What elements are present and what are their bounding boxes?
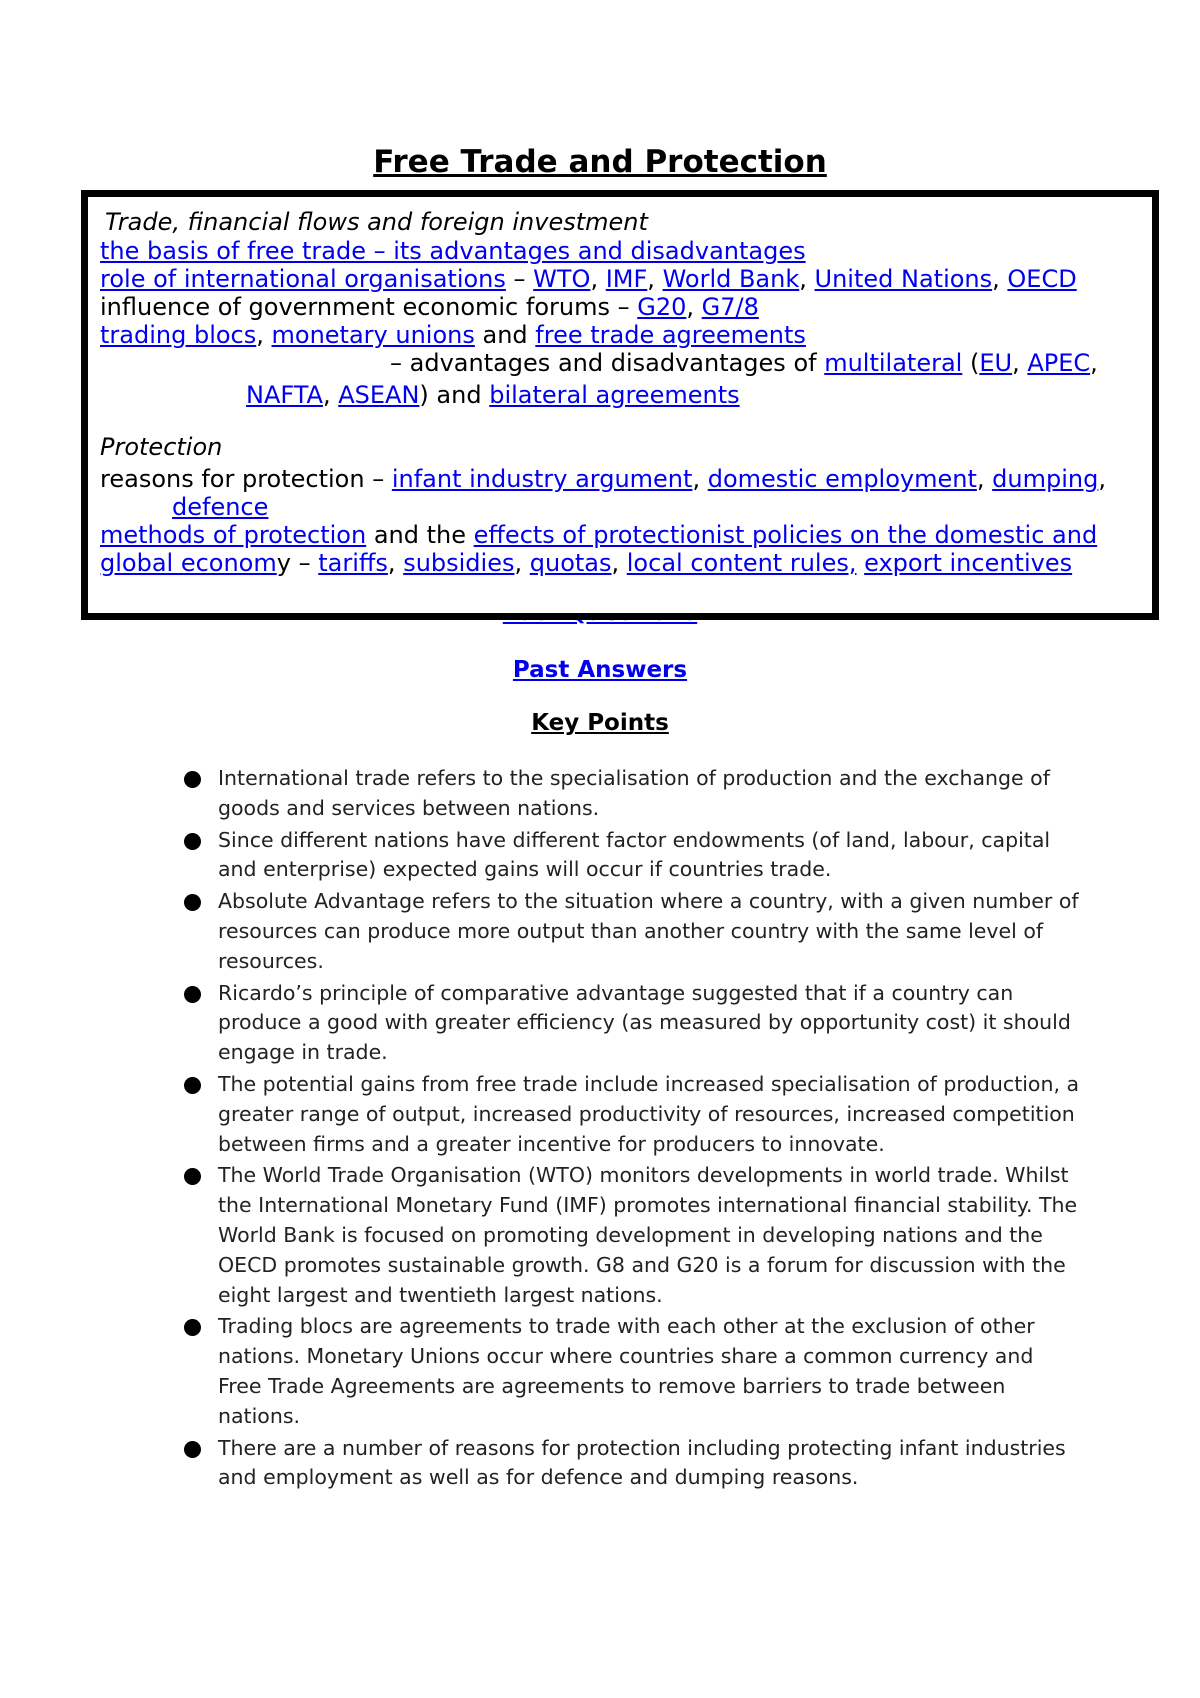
sep-text: ,: [590, 265, 606, 293]
world-bank-link[interactable]: World Bank: [662, 265, 800, 293]
g78-link[interactable]: G7/8: [701, 293, 759, 321]
key-point-text: Ricardo’s principle of comparative advantage suggested that if a country can produce a good with greater efficiency (as measured by opportunity cost) it should engage in trade.: [218, 980, 1071, 1065]
trading-blocs-link[interactable]: trading blocs: [100, 321, 257, 349]
sep-text: ,: [976, 465, 993, 493]
key-points-heading: Key Points: [531, 710, 669, 736]
key-point-text: There are a number of reasons for protection including protecting infant industries and employment as well as for defence and dumping reasons.: [218, 1435, 1066, 1490]
wto-link[interactable]: WTO: [533, 265, 591, 293]
reasons-line: [100, 465, 1106, 493]
sep-text: ,: [256, 321, 272, 349]
infant-industry-link[interactable]: infant industry argument: [391, 465, 693, 493]
multilateral-link[interactable]: multilateral: [824, 349, 963, 377]
comma-text: ,: [1098, 465, 1106, 493]
tools-line: [100, 549, 1072, 577]
y-dash-text: y –: [276, 549, 319, 577]
bilateral-line: [246, 381, 740, 409]
bullet-icon: [184, 1077, 201, 1094]
methods-link[interactable]: methods of protection: [100, 521, 367, 549]
oecd-link[interactable]: OECD: [1007, 265, 1077, 293]
key-point-text: International trade refers to the specialisation of production and the exchange of goods and services between nations.: [218, 766, 1050, 820]
apec-link[interactable]: APEC: [1027, 349, 1091, 377]
list-item: [180, 1070, 1080, 1159]
key-point-text: Since different nations have different factor endowments (of land, labour, capital and enterprise) expected gains will occur if countries trade.: [218, 827, 1051, 882]
past-answers-link[interactable]: Past Answers: [512, 657, 688, 683]
bullet-icon: [184, 1168, 201, 1185]
basis-free-trade-link[interactable]: the basis of free trade – its advantages and disadvantages: [100, 237, 806, 265]
list-item: [180, 1434, 1080, 1494]
forums-line: [100, 293, 759, 321]
blocs-line: [100, 321, 806, 349]
adv-disadv-text: – advantages and disadvantages of: [390, 349, 825, 377]
past-answers-row: [0, 657, 1200, 683]
methods-line: [100, 521, 1097, 549]
imf-link[interactable]: IMF: [605, 265, 648, 293]
sep-text: ,: [692, 465, 708, 493]
trade-heading: Trade, financial flows and foreign investment: [105, 208, 648, 236]
sep-text: ,: [322, 381, 339, 409]
open-paren-text: (: [962, 349, 980, 377]
bullet-icon: [184, 986, 201, 1003]
list-item: [180, 1161, 1080, 1310]
bullet-icon: [184, 1441, 201, 1458]
and-the-text: and the: [366, 521, 474, 549]
sep-text: ,: [611, 549, 627, 577]
sep-text: ,: [686, 293, 702, 321]
and-text: and: [474, 321, 536, 349]
key-point-text: Absolute Advantage refers to the situation where a country, with a given number of resources can produce more output than another country with the same level of resources.: [218, 889, 1079, 973]
sep-text: ,: [514, 549, 530, 577]
export-incentives-link[interactable]: export incentives: [864, 549, 1073, 577]
sep-text: ,: [1012, 349, 1028, 377]
key-points-list: [180, 764, 1080, 1495]
g20-link[interactable]: G20: [637, 293, 687, 321]
influence-text: influence of government economic forums –: [100, 293, 638, 321]
asean-link[interactable]: ASEAN: [338, 381, 420, 409]
key-point-text: The World Trade Organisation (WTO) monitors developments in world trade. Whilst the International Monetary Fund (IMF) promotes international financial stability. The World Bank is focused on promoting development in developing nations and the OECD promotes sustainable growth. G8 and G20 is a forum for discussion with the eight largest and twentieth largest nations.: [218, 1163, 1078, 1307]
key-point-text: Trading blocs are agreements to trade with each other at the exclusion of other nations. Monetary Unions occur where countries share a common currency and Free Trade Agreements are agreements to remove barriers to trade between nations.: [218, 1314, 1035, 1428]
bilateral-link[interactable]: bilateral agreements: [489, 381, 740, 409]
list-item: [180, 979, 1080, 1068]
monetary-unions-link[interactable]: monetary unions: [271, 321, 475, 349]
eu-link[interactable]: EU: [979, 349, 1013, 377]
role-orgs-link[interactable]: role of international organisations: [100, 265, 506, 293]
list-item: [180, 826, 1080, 886]
key-point-text: The potential gains from free trade include increased specialisation of production, a greater range of output, increased productivity of resources, increased competition between firms and a greater incentive for producers to innovate.: [218, 1071, 1080, 1156]
dumping-link[interactable]: dumping: [992, 465, 1099, 493]
sep-text: ,: [799, 265, 815, 293]
close-and-text: ) and: [419, 381, 490, 409]
syllabus-box: [81, 190, 1159, 620]
effects-link[interactable]: effects of protectionist policies on the domestic and: [473, 521, 1098, 549]
bullet-icon: [184, 771, 201, 788]
bullet-icon: [184, 894, 201, 911]
key-points-row: [0, 710, 1200, 736]
basis-line: [100, 237, 806, 265]
protection-heading: Protection: [100, 433, 223, 461]
list-item: [180, 1312, 1080, 1431]
defence-line: [172, 493, 268, 521]
page-title: Free Trade and Protection: [373, 144, 827, 180]
reasons-text: reasons for protection –: [100, 465, 392, 493]
un-link[interactable]: United Nations: [814, 265, 993, 293]
local-content-link[interactable]: local content rules,: [626, 549, 857, 577]
comma-text: ,: [1090, 349, 1098, 377]
multilateral-line: [390, 349, 1098, 377]
quotas-link[interactable]: quotas: [529, 549, 612, 577]
subsidies-link[interactable]: subsidies: [403, 549, 515, 577]
dash-text: –: [505, 265, 534, 293]
bullet-icon: [184, 833, 201, 850]
sep-text: ,: [647, 265, 663, 293]
free-trade-agreements-link[interactable]: free trade agreements: [535, 321, 806, 349]
defence-link[interactable]: defence: [172, 493, 269, 521]
list-item: [180, 764, 1080, 824]
sep-text: ,: [992, 265, 1008, 293]
bullet-icon: [184, 1319, 201, 1336]
list-item: [180, 887, 1080, 976]
tariffs-link[interactable]: tariffs: [318, 549, 388, 577]
sep-text: ,: [387, 549, 404, 577]
nafta-link[interactable]: NAFTA: [246, 381, 323, 409]
global-economy-link[interactable]: global econom: [100, 549, 277, 577]
orgs-line: [100, 265, 1077, 293]
domestic-employment-link[interactable]: domestic employment: [707, 465, 977, 493]
